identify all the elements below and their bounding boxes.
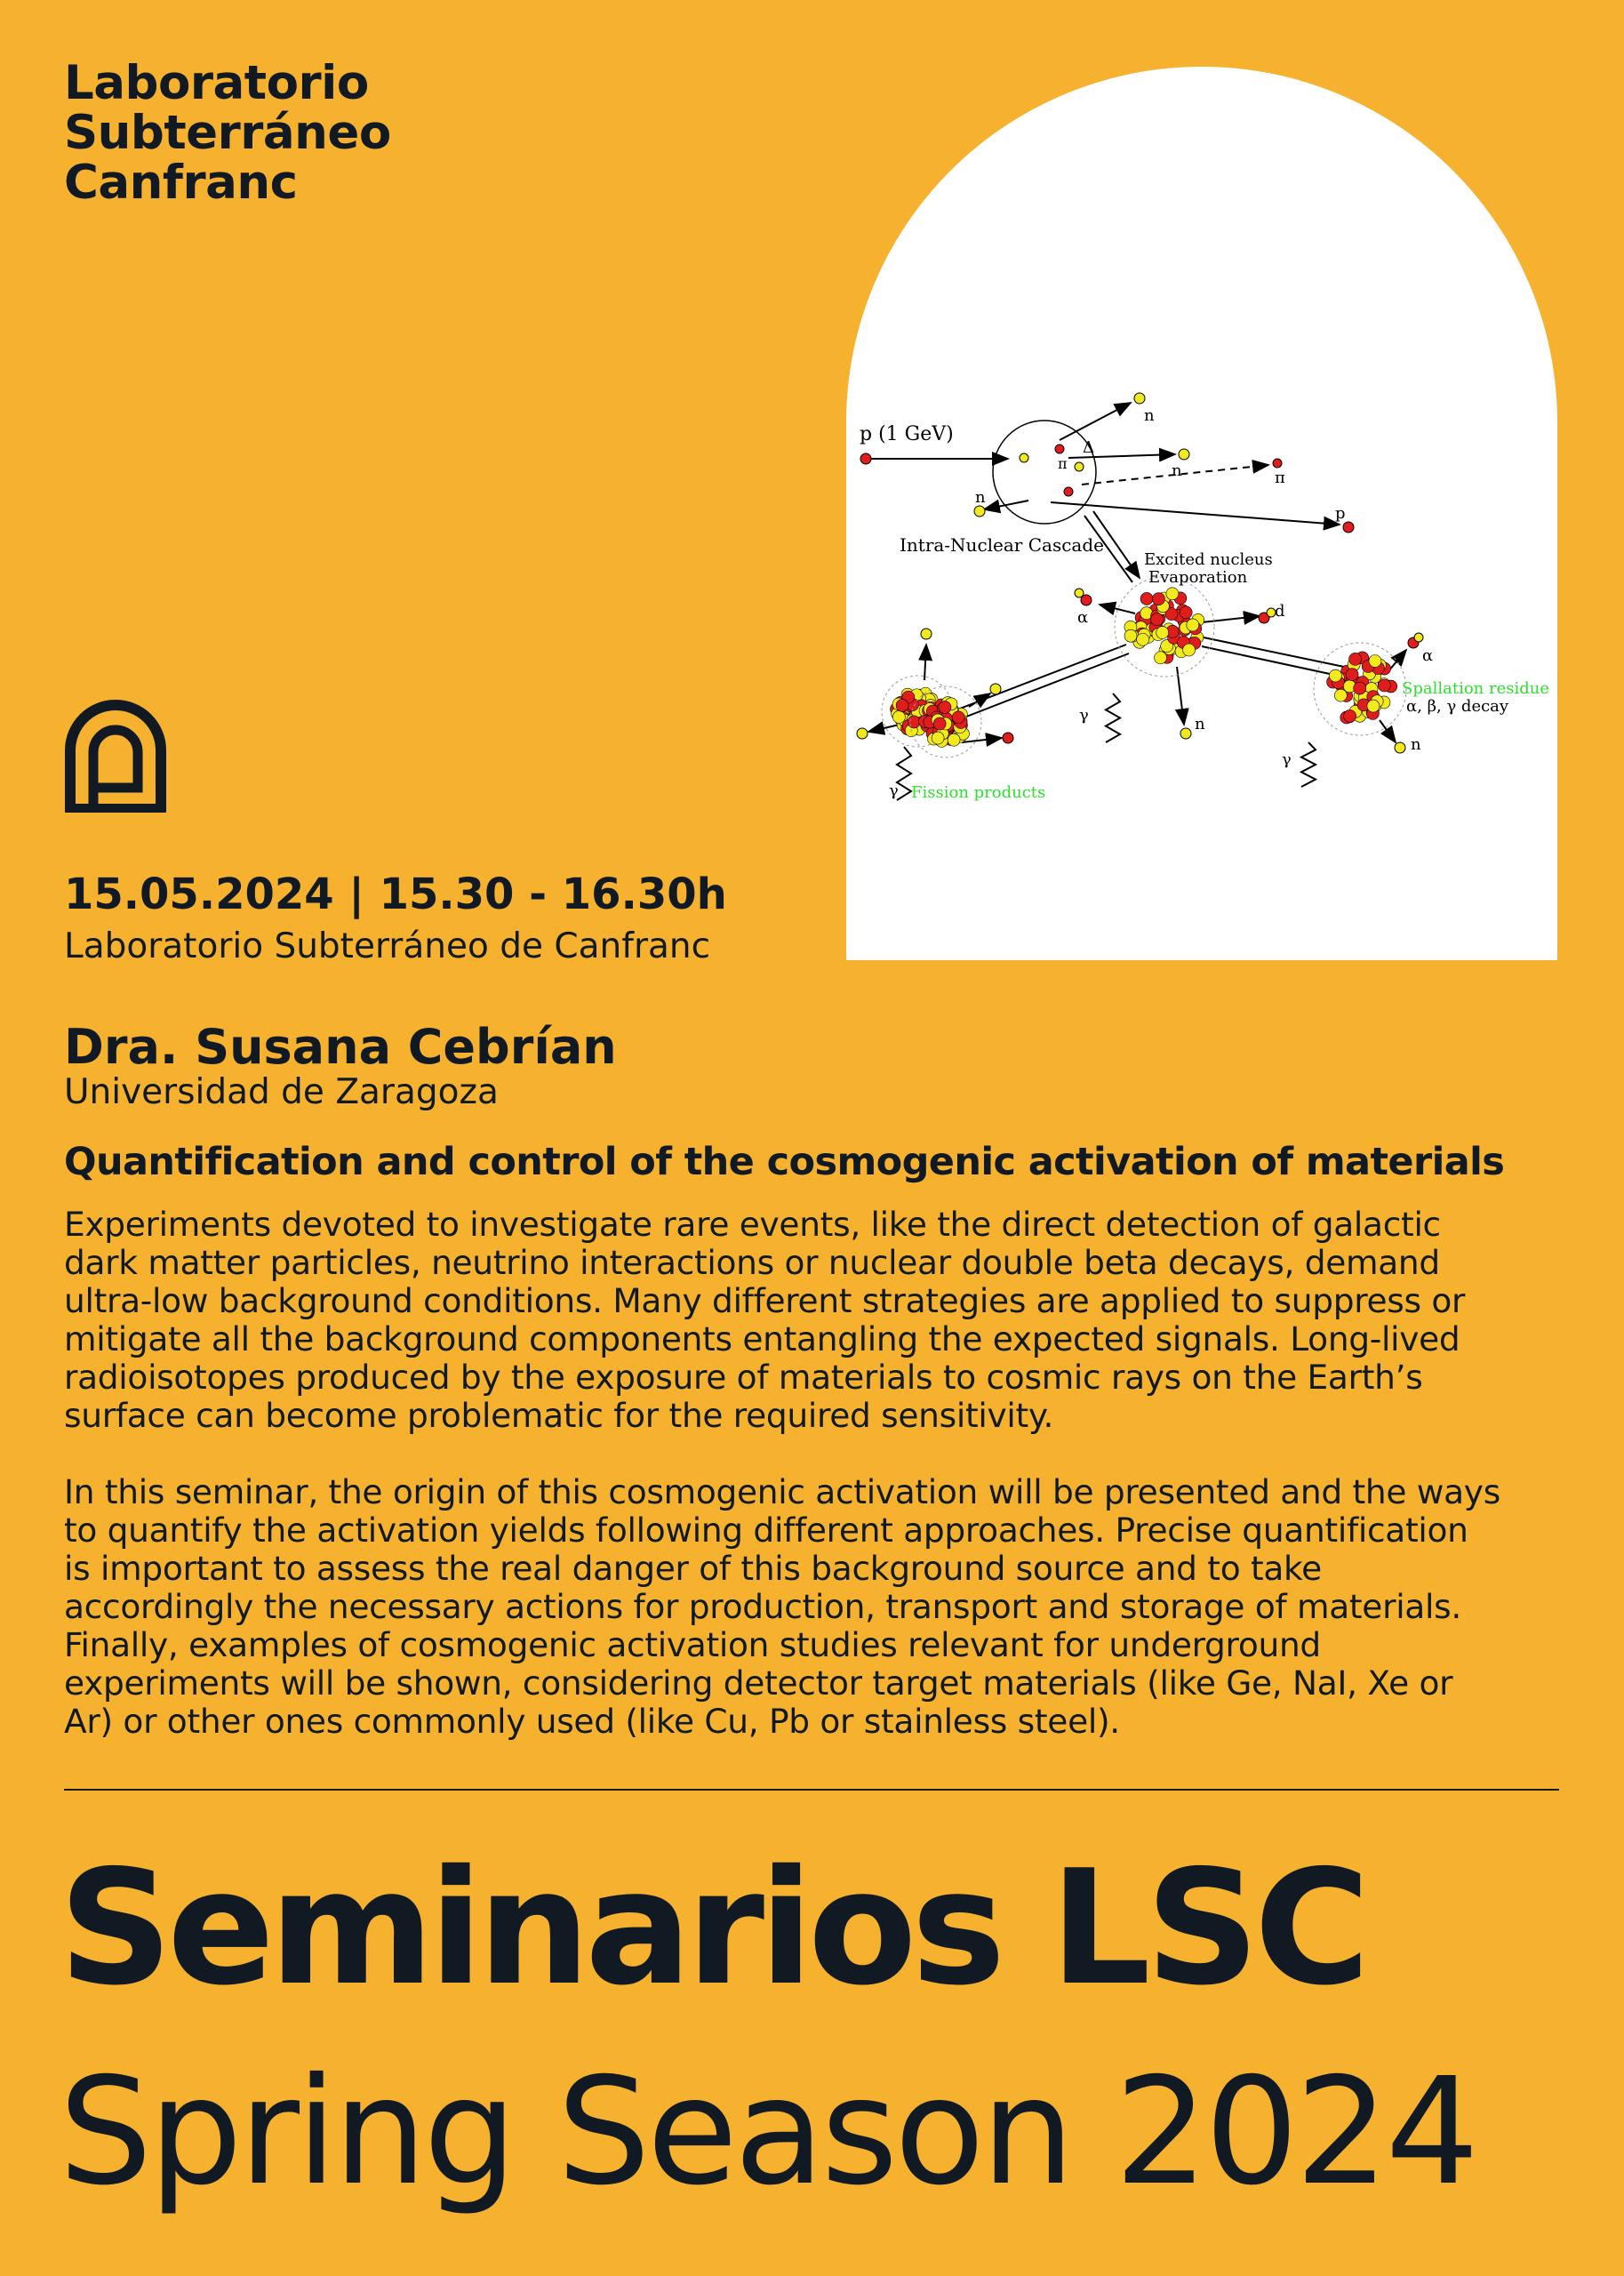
cascade-nucleus [993, 421, 1096, 524]
particle-track [962, 738, 1002, 742]
figure-label: d [1275, 602, 1285, 621]
nucleon [1349, 653, 1362, 665]
nucleon [1137, 633, 1149, 645]
particle-track [1202, 616, 1260, 622]
nucleon [1346, 669, 1358, 681]
particle-dot [921, 629, 932, 639]
figure-label: n [1172, 461, 1182, 480]
nucleon [1378, 679, 1390, 692]
particle-track [924, 645, 926, 680]
particle-track [1388, 650, 1406, 671]
particle-dot [1343, 522, 1354, 533]
event-date-time: 15.05.2024 | 15.30 - 16.30h [64, 870, 727, 919]
nucleon [939, 701, 951, 714]
particle-dot [857, 728, 868, 739]
figure-label: p (1 GeV) [860, 423, 954, 445]
figure-label: α, β, γ decay [1406, 697, 1509, 716]
talk-abstract [64, 1206, 1575, 1779]
particle-dot [974, 506, 985, 517]
nucleon [1369, 654, 1381, 667]
nucleon [1367, 700, 1380, 712]
particle-dot [1075, 462, 1084, 471]
particle-dot [1179, 449, 1189, 460]
figure-label: p [1335, 504, 1346, 523]
org-name-line: Laboratorio [64, 56, 369, 110]
particle-dot [1395, 742, 1405, 753]
abstract-line: mitigate all the background components entangling the expected signals. Long-lived [64, 1319, 1460, 1358]
particle-dot [1134, 393, 1145, 404]
nucleon [1187, 619, 1199, 631]
figure-label: n [975, 488, 986, 507]
gamma-ray [1106, 693, 1120, 742]
particle-dot [1075, 589, 1084, 597]
figure-label: n [1411, 735, 1421, 754]
abstract-line: Experiments devoted to investigate rare events, like the direct detection of galactic [64, 1205, 1441, 1244]
gamma-ray [1301, 742, 1316, 787]
nucleon [1334, 689, 1347, 701]
figure-label: α [1422, 646, 1434, 665]
particle-dot [860, 453, 871, 464]
figure-label: Intra-Nuclear Cascade [900, 534, 1104, 556]
divider [64, 1789, 1559, 1791]
abstract-line: to quantify the activation yields following different approaches. Precise quantification [64, 1511, 1468, 1550]
nucleon [1151, 613, 1164, 626]
event-venue: Laboratorio Subterráneo de Canfranc [64, 926, 711, 966]
figure-label: n [1195, 715, 1205, 733]
series-title: Seminarios LSC [59, 1836, 1365, 2020]
particle-track [1060, 403, 1131, 440]
figure-panel [846, 67, 1557, 960]
track-double [957, 653, 1129, 720]
abstract-line: accordingly the necessary actions for production, transport and storage of materials. [64, 1587, 1461, 1626]
nucleon [908, 716, 920, 728]
nucleon [1329, 669, 1341, 682]
particle-dot [1180, 728, 1191, 739]
gamma-ray [897, 747, 911, 800]
figure-label: Excited nucleus [1144, 550, 1273, 569]
figure-label: α [1077, 608, 1089, 627]
figure-label: π [1058, 455, 1068, 472]
season-title: Spring Season 2024 [59, 2047, 1476, 2218]
abstract-line: Finally, examples of cosmogenic activation studies relevant for underground [64, 1625, 1321, 1664]
particle-track [868, 725, 900, 732]
org-name-line: Canfranc [64, 156, 298, 210]
figure-label: Evaporation [1148, 568, 1248, 587]
figure-label: Δ [1083, 438, 1094, 457]
particle-track [1177, 667, 1184, 725]
nucleon [1155, 652, 1167, 664]
figure-label: n [1144, 406, 1155, 425]
figure-label: Spallation residue [1402, 679, 1549, 698]
nucleon [1183, 644, 1196, 656]
abstract-line: is important to assess the real danger of this background source and to take [64, 1549, 1322, 1588]
abstract-line: Ar) or other ones commonly used (like Cu, Pb or stainless steel). [64, 1702, 1120, 1741]
nucleon [1156, 626, 1169, 638]
nucleon [1124, 629, 1137, 642]
nucleon [932, 732, 944, 744]
nucleon [1166, 588, 1179, 600]
speaker-affiliation: Universidad de Zaragoza [64, 1072, 499, 1112]
particle-dot [990, 684, 1001, 694]
abstract-paragraph [64, 1473, 1575, 1741]
nucleon [933, 717, 946, 730]
figure-label: Fission products [911, 783, 1046, 802]
nucleon [1152, 593, 1164, 605]
figure-label: γ [889, 781, 899, 800]
lsc-logo-icon [64, 699, 167, 813]
figure-label: γ [1282, 750, 1292, 769]
nucleon [1180, 606, 1192, 619]
abstract-paragraph [64, 1206, 1575, 1435]
particle-dot [1003, 733, 1013, 743]
particle-track [969, 693, 990, 707]
figure-label: π [1275, 469, 1285, 487]
spallation-diagram [846, 67, 1557, 960]
nucleon [948, 733, 960, 746]
figure-label: γ [1079, 706, 1089, 725]
nucleon [892, 710, 905, 723]
abstract-line: surface can become problematic for the required sensitivity. [64, 1396, 1054, 1435]
particle-dot [1273, 459, 1282, 468]
nucleon [952, 711, 964, 724]
abstract-line: ultra-low background conditions. Many different strategies are applied to suppress or [64, 1281, 1466, 1320]
particle-dot [1064, 487, 1073, 496]
nucleon [1344, 709, 1356, 722]
particle-dot [1414, 633, 1423, 642]
abstract-line: dark matter particles, neutrino interactions or nuclear double beta decays, demand [64, 1243, 1440, 1282]
abstract-line: In this seminar, the origin of this cosmogenic activation will be presented and the ways [64, 1472, 1500, 1511]
org-name-line: Subterráneo [64, 106, 391, 160]
abstract-line: experiments will be shown, considering detector target materials (like Ge, NaI, Xe or [64, 1663, 1453, 1703]
talk-title: Quantification and control of the cosmogenic activation of materials [64, 1140, 1505, 1184]
nucleon [1354, 682, 1366, 694]
particle-track [984, 501, 1028, 509]
speaker-name: Dra. Susana Cebrían [64, 1019, 617, 1075]
nucleon [896, 699, 908, 711]
nucleon [1140, 592, 1153, 605]
particle-dot [1055, 445, 1064, 453]
particle-dot [1020, 453, 1028, 462]
abstract-line: radioisotopes produced by the exposure of materials to cosmic rays on the Earth’s [64, 1358, 1423, 1397]
particle-track [1380, 720, 1396, 742]
org-name [64, 56, 391, 210]
